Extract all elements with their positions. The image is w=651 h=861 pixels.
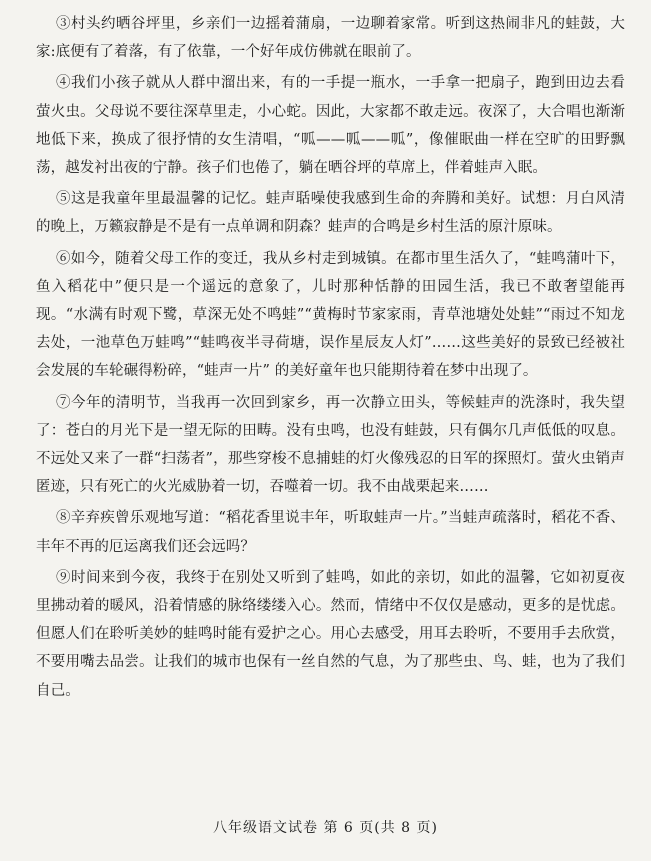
paragraph-6-text: ⑥如今，随着父母工作的变迁，我从乡村走到城镇。在都市里生活久了，“蛙鸣蒲叶下，鱼入稻花中”便只是一个遥远的意象了，儿时那种恬静的田园生活，我已不敢奢望能再现。“水满有时观下鹭，草深无处不鸣蛙”“黄梅时节家家雨，青草池塘处处蛙”“雨过不知龙去处，一池草色万蛙鸣”“蛙鸣夜半寻荷塘，误作星辰友人灯”……这些美好的景致已经被社会发展的车轮碾得粉碎，“蛙声一片” 的美好童年也只能期待着在梦中出现了。: [36, 250, 625, 380]
paragraph-3-text: ③村头约晒谷坪里，乡亲们一边摇着蒲扇，一边聊着家常。听到这热闹非凡的蛙鼓，大家:底便有了着落，有了依靠，一个好年成仿佛就在眼前了。: [36, 16, 625, 61]
paragraph-4-text: ④我们小孩子就从人群中溜出来，有的一手提一瓶水，一手拿一把扇子，跑到田边去看萤火虫。父母说不要往深草里走，小心蛇。因此，大家都不敢走远。夜深了，大合唱也渐渐地低下来，换成了很抒情的女生清唱，“呱——呱——呱”，像催眠曲一样在空旷的田野飘荡，越发衬出夜的宁静。孩子们也倦了，躺在晒谷坪的草席上，伴着蛙声入眠。: [36, 75, 625, 177]
paragraph-3: [36, 10, 625, 66]
paragraph-7-text: ⑦今年的清明节，当我再一次回到家乡，再一次静立田头，等候蛙声的洗涤时，我失望了：苍白的月光下是一望无际的田畴。没有虫鸣，也没有蛙鼓，只有偶尔几声低低的叹息。不远处又来了一群“扫荡者”，那些穿梭不息捕蛙的灯火像残忍的日军的探照灯。萤火虫销声匿迹，只有死亡的火光威胁着一切，吞噬着一切。我不由战栗起来……: [36, 394, 625, 496]
paragraph-8: [36, 504, 625, 560]
paragraph-7: [36, 389, 625, 502]
paragraph-9-text: ⑨时间来到今夜，我终于在别处又听到了蛙鸣，如此的亲切，如此的温馨，它如初夏夜里拂动着的暖风，沿着情感的脉络缕缕入心。然而，情绪中不仅仅是感动，更多的是忧虑。但愿人们在聆听美妙的蛙鸣时能有爱护之心。用心去感受，用耳去聆听，不要用手去欣赏，不要用嘴去品尝。让我们的城市也保有一丝自然的气息，为了那些虫、鸟、蛙，也为了我们自己。: [36, 569, 625, 699]
paragraph-8-text: ⑧辛弃疾曾乐观地写道：“稻花香里说丰年，听取蛙声一片。”当蛙声疏落时，稻花不香、丰年不再的厄运离我们还会远吗？: [36, 510, 625, 555]
page-footer: 八年级语文试卷 第 6 页(共 8 页): [213, 820, 438, 836]
paragraph-4: [36, 69, 625, 182]
article-body: [36, 10, 625, 705]
paragraph-5: [36, 185, 625, 241]
paragraph-9: [36, 564, 625, 705]
paragraph-5-text: ⑤这是我童年里最温馨的记忆。蛙声聒噪使我感到生命的奔腾和美好。试想：月白风清的晚上，万籁寂静是不是有一点单调和阴森？蛙声的合鸣是乡村生活的原汁原味。: [36, 191, 625, 236]
paragraph-6: [36, 245, 625, 386]
